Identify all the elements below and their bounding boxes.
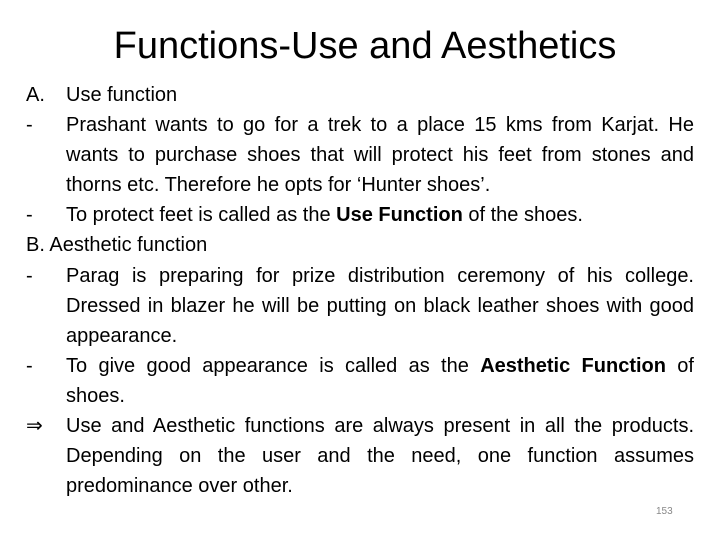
section-a-heading xyxy=(26,80,694,110)
slide-title: Functions-Use and Aesthetics xyxy=(113,25,617,67)
slide-body xyxy=(26,80,694,501)
bullet-use-function-definition xyxy=(26,200,694,230)
conclusion xyxy=(26,411,694,501)
bold-term-use-function: Use Function xyxy=(336,204,463,227)
bullet-text xyxy=(66,200,694,230)
bullet-text: Prashant wants to go for a trek to a place 15 kms from Karjat. He wants to purchase shoes that will protect his feet from stones and thorns etc. Therefore he opts for ‘Hunter shoes’. xyxy=(66,114,694,197)
bullet-text-post: of the shoes. xyxy=(462,204,583,227)
section-b-heading: B. Aesthetic function xyxy=(26,234,208,257)
section-a-title: Use function xyxy=(66,84,178,106)
bullet-text-pre: To protect feet is called as the xyxy=(66,204,337,227)
bullet-text: Parag is preparing for prize distribution ceremony of his college. Dressed in blazer he will be putting on black leather shoes with good appearance. xyxy=(66,264,694,347)
page-number: 153 xyxy=(656,506,673,517)
conclusion-text: Use and Aesthetic functions are always present in all the products. Depending on the user and the need, one function assumes predominance over other. xyxy=(66,415,694,498)
bullet-text-post: of shoes. xyxy=(66,354,694,407)
bullet-aesthetic-function-definition xyxy=(26,351,694,411)
bullet-trek-scenario xyxy=(26,110,694,200)
section-a-label: A. xyxy=(26,84,45,106)
implies-arrow-icon: ⇒ xyxy=(26,415,43,438)
bullet-text-pre: To give good appearance is called as the xyxy=(66,354,481,377)
bold-term-aesthetic-function: Aesthetic Function xyxy=(480,354,666,377)
dash-marker: - xyxy=(26,354,33,377)
dash-marker: - xyxy=(26,204,33,227)
bullet-text xyxy=(66,351,694,411)
dash-marker: - xyxy=(26,114,33,137)
dash-marker: - xyxy=(26,264,33,287)
bullet-prize-scenario xyxy=(26,261,694,351)
